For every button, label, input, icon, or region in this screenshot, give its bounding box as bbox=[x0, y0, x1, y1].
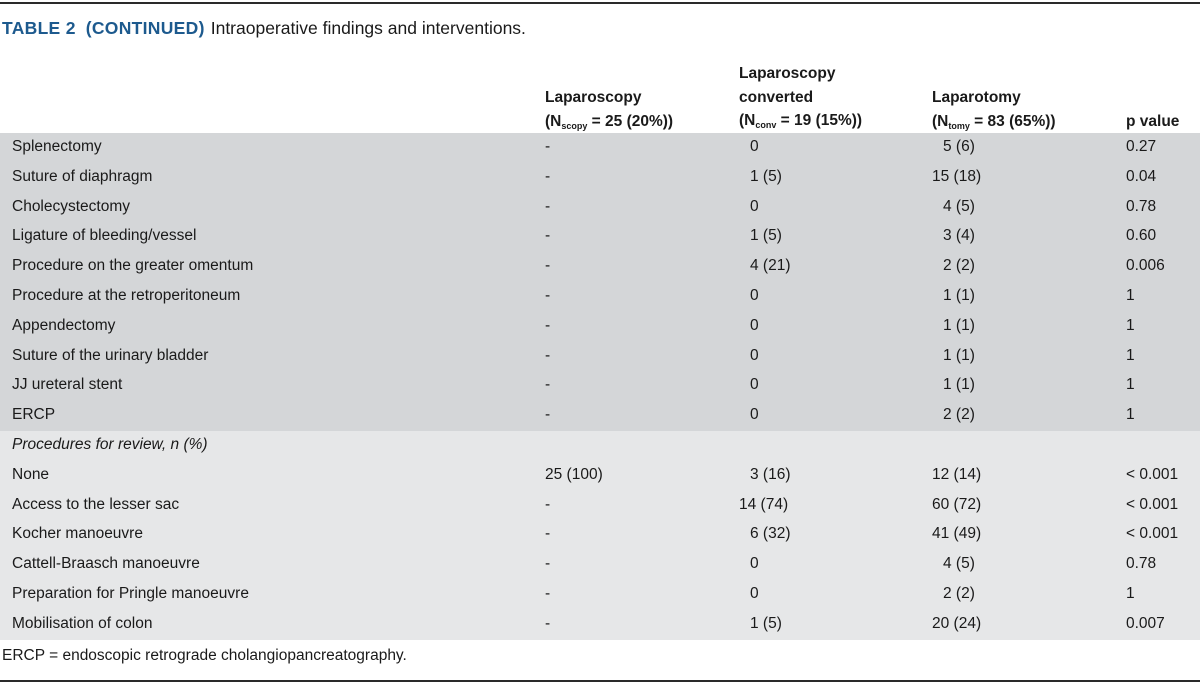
header-converted-title-1: Laparoscopy bbox=[739, 65, 836, 82]
table-row bbox=[0, 580, 1200, 610]
row-label: Preparation for Pringle manoeuvre bbox=[12, 585, 249, 602]
cell-laparotomy: 5 (6) bbox=[943, 138, 975, 155]
cell-converted: 1 (5) bbox=[750, 167, 782, 185]
section-header-row bbox=[0, 431, 1200, 461]
cell-converted: 0 bbox=[750, 138, 759, 155]
row-label: Procedure on the greater omentum bbox=[12, 257, 254, 275]
table-row bbox=[0, 163, 1200, 193]
table-row bbox=[0, 371, 1200, 401]
cell-laparoscopy: - bbox=[545, 138, 551, 155]
row-label: Suture of diaphragm bbox=[12, 167, 153, 185]
cell-p-value: < 0.001 bbox=[1126, 495, 1179, 513]
cell-p-value: 1 bbox=[1126, 287, 1135, 304]
table-row bbox=[0, 550, 1200, 580]
row-label: JJ ureteral stent bbox=[12, 376, 123, 394]
cell-laparoscopy: - bbox=[545, 406, 551, 424]
cell-laparotomy: 2 (2) bbox=[943, 257, 975, 275]
table-row bbox=[0, 610, 1200, 640]
cell-laparoscopy: - bbox=[545, 495, 551, 513]
table-row bbox=[0, 491, 1200, 521]
row-label: Procedure at the retroperitoneum bbox=[12, 287, 241, 304]
cell-laparoscopy: - bbox=[545, 257, 551, 275]
cell-laparotomy: 12 (14) bbox=[932, 465, 982, 483]
header-laparotomy-n: ($N_{tomy} = 83$ (65%)) bbox=[932, 112, 1056, 131]
cell-laparoscopy: - bbox=[545, 555, 551, 573]
cell-p-value: 0.006 bbox=[1126, 257, 1165, 275]
row-label: Splenectomy bbox=[12, 138, 102, 155]
cell-converted: 1 (5) bbox=[750, 614, 782, 632]
row-label: Suture of the urinary bladder bbox=[12, 346, 209, 364]
cell-p-value: < 0.001 bbox=[1126, 465, 1179, 483]
row-label: Appendectomy bbox=[12, 316, 116, 334]
table-row bbox=[0, 342, 1200, 372]
cell-converted: 0 bbox=[750, 376, 759, 394]
cell-converted: 0 bbox=[750, 197, 759, 215]
cell-laparotomy: 41 (49) bbox=[932, 525, 982, 543]
cell-laparotomy: 1 (1) bbox=[943, 287, 975, 304]
table-body-section-2 bbox=[0, 431, 1200, 640]
cell-converted: 0 bbox=[750, 585, 759, 602]
table-row bbox=[0, 520, 1200, 550]
row-label: ERCP bbox=[12, 406, 56, 424]
cell-laparotomy: 4 (5) bbox=[943, 197, 975, 215]
row-label: Kocher manoeuvre bbox=[12, 525, 143, 543]
cell-converted: 14 (74) bbox=[739, 495, 789, 513]
cell-laparotomy: 60 (72) bbox=[932, 495, 982, 513]
cell-p-value: 0.007 bbox=[1126, 614, 1165, 632]
cell-laparoscopy: - bbox=[545, 585, 551, 602]
row-label: Cholecystectomy bbox=[12, 197, 131, 215]
table-row bbox=[0, 312, 1200, 342]
bottom-rule bbox=[0, 680, 1200, 682]
cell-laparoscopy: - bbox=[545, 287, 551, 304]
cell-laparotomy: 2 (2) bbox=[943, 406, 975, 424]
cell-converted: 0 bbox=[750, 555, 759, 573]
cell-laparotomy: 20 (24) bbox=[932, 614, 982, 632]
table-row bbox=[0, 133, 1200, 163]
cell-converted: 0 bbox=[750, 287, 759, 304]
cell-laparoscopy: - bbox=[545, 614, 551, 632]
header-laparotomy bbox=[932, 86, 1056, 133]
cell-p-value: 1 bbox=[1126, 346, 1135, 364]
table-row bbox=[0, 193, 1200, 223]
cell-p-value: 1 bbox=[1126, 585, 1135, 602]
header-laparoscopy-converted bbox=[739, 62, 862, 133]
cell-p-value: 0.04 bbox=[1126, 167, 1157, 185]
cell-p-value: 0.27 bbox=[1126, 138, 1157, 155]
row-label: Ligature of bleeding/vessel bbox=[12, 227, 197, 245]
cell-laparotomy: 2 (2) bbox=[943, 585, 975, 602]
cell-converted: 0 bbox=[750, 346, 759, 364]
header-converted-n: ($N_{conv} = 19$ (15%)) bbox=[739, 112, 863, 130]
table-body-section-1 bbox=[0, 133, 1200, 431]
cell-laparotomy: 1 (1) bbox=[943, 346, 975, 364]
table-caption bbox=[2, 18, 526, 39]
cell-p-value: 0.60 bbox=[1126, 227, 1157, 245]
table-number: TABLE 2 bbox=[2, 18, 76, 38]
cell-p-value: 1 bbox=[1126, 406, 1135, 424]
table-row bbox=[0, 252, 1200, 282]
cell-laparotomy: 1 (1) bbox=[943, 316, 975, 334]
cell-converted: 6 (32) bbox=[750, 525, 791, 543]
table-row bbox=[0, 461, 1200, 491]
cell-laparoscopy: - bbox=[545, 376, 551, 394]
cell-laparotomy: 1 (1) bbox=[943, 376, 975, 394]
continued-label: (CONTINUED) bbox=[85, 18, 205, 38]
footnote: ERCP = endoscopic retrograde cholangiopancreatography. bbox=[2, 647, 407, 664]
cell-p-value: 1 bbox=[1126, 316, 1135, 334]
cell-laparotomy: 3 (4) bbox=[943, 227, 975, 245]
row-label: Access to the lesser sac bbox=[12, 495, 180, 513]
row-label: None bbox=[12, 465, 50, 483]
cell-converted: 4 (21) bbox=[750, 257, 791, 275]
header-p-value: p value bbox=[1126, 113, 1180, 130]
cell-p-value: 0.78 bbox=[1126, 197, 1157, 215]
header-converted-title-2: converted bbox=[739, 88, 814, 106]
cell-converted: 3 (16) bbox=[750, 465, 791, 483]
header-laparoscopy-n: ($N_{scopy} = 25$ (20%)) bbox=[545, 112, 674, 131]
cell-laparoscopy: - bbox=[545, 525, 551, 543]
table-title: Intraoperative findings and interventions. bbox=[210, 18, 526, 38]
cell-laparoscopy: - bbox=[545, 316, 551, 334]
cell-converted: 0 bbox=[750, 406, 759, 424]
cell-p-value: < 0.001 bbox=[1126, 525, 1179, 543]
cell-laparoscopy: - bbox=[545, 167, 551, 185]
cell-laparoscopy: - bbox=[545, 346, 551, 364]
cell-converted: 1 (5) bbox=[750, 227, 782, 245]
cell-p-value: 1 bbox=[1126, 376, 1135, 394]
cell-laparoscopy: - bbox=[545, 227, 551, 245]
row-label: Mobilisation of colon bbox=[12, 614, 153, 632]
header-laparoscopy-title: Laparoscopy bbox=[545, 89, 642, 106]
cell-laparotomy: 4 (5) bbox=[943, 555, 975, 573]
cell-laparoscopy: 25 (100) bbox=[545, 465, 603, 483]
table-row bbox=[0, 282, 1200, 312]
header-laparoscopy bbox=[545, 86, 673, 133]
table-row bbox=[0, 401, 1200, 431]
top-rule bbox=[0, 2, 1200, 4]
table-row bbox=[0, 222, 1200, 252]
cell-converted: 0 bbox=[750, 316, 759, 334]
cell-p-value: 0.78 bbox=[1126, 555, 1157, 573]
section-label: Procedures for review, n (%) bbox=[12, 436, 208, 453]
header-laparotomy-title: Laparotomy bbox=[932, 89, 1021, 106]
cell-laparoscopy: - bbox=[545, 197, 551, 215]
row-label: Cattell-Braasch manoeuvre bbox=[12, 555, 200, 573]
cell-laparotomy: 15 (18) bbox=[932, 167, 982, 185]
